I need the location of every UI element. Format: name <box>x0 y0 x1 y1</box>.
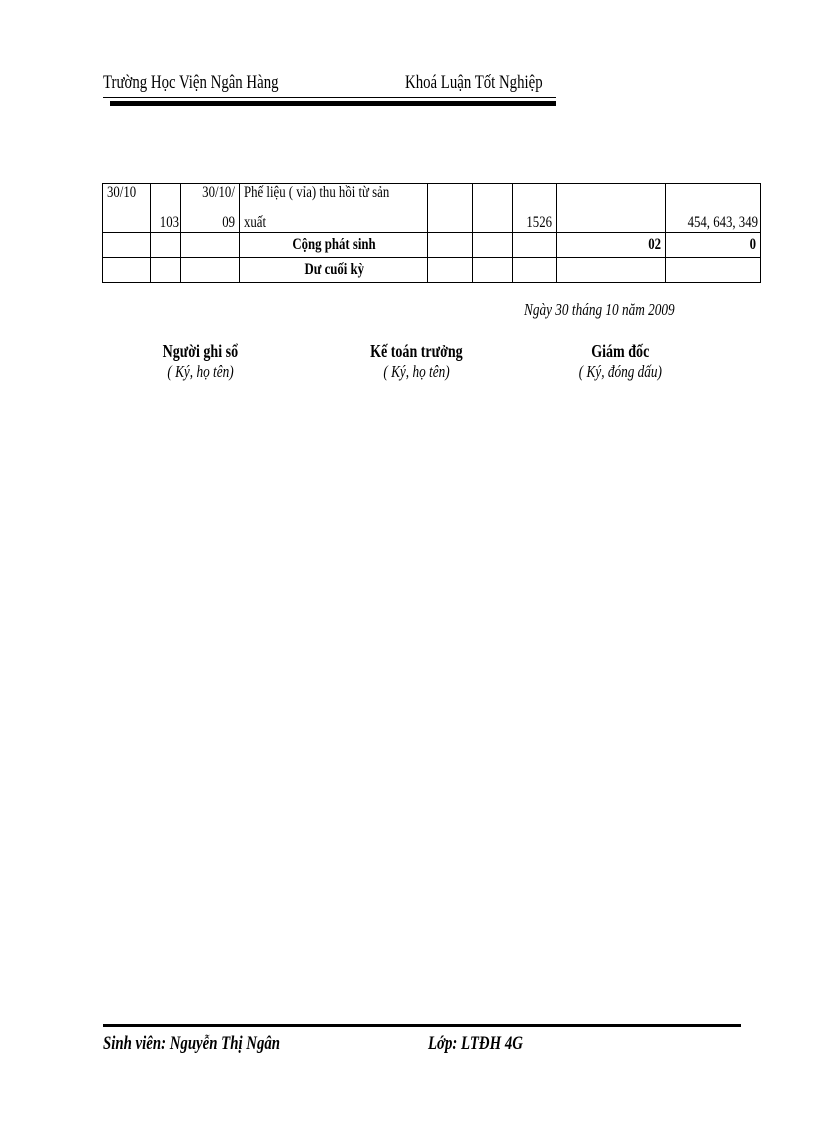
total-credit-cell: 0 <box>665 233 760 258</box>
footer-student-name: Sinh viên: Nguyễn Thị Ngân <box>103 1033 281 1054</box>
signature-title: Kế toán trưởng <box>369 341 463 361</box>
signature-note: ( Ký, đóng dấu) <box>578 362 662 381</box>
account-code-cell: 1526 <box>512 184 556 233</box>
signature-title: Giám đốc <box>590 341 650 361</box>
empty-cell <box>181 233 240 258</box>
doc-date-bottom-cell: 09 <box>181 208 240 233</box>
footer-class-name: Lớp: LTĐH 4G <box>428 1033 523 1054</box>
empty-cell <box>151 258 181 283</box>
closing-balance-label-cell: Dư cuối kỳ <box>240 258 428 283</box>
ledger-table <box>102 183 761 283</box>
empty-cell <box>103 258 151 283</box>
description-top-cell: Phế liệu ( vỉa) thu hồi từ sản <box>240 184 428 209</box>
signature-block-director <box>520 341 720 382</box>
empty-cell <box>472 258 512 283</box>
empty-cell <box>428 184 472 233</box>
signature-block-recorder <box>100 341 300 382</box>
signature-note: ( Ký, họ tên) <box>166 362 234 381</box>
credit-cell: 454, 643, 349 <box>665 184 760 233</box>
signature-note: ( Ký, họ tên) <box>382 362 450 381</box>
empty-cell <box>556 258 665 283</box>
empty-cell <box>103 233 151 258</box>
empty-cell <box>428 258 472 283</box>
entry-date-cell: 30/10 <box>103 184 151 233</box>
doc-number-cell: 103 <box>151 184 181 233</box>
empty-cell <box>181 258 240 283</box>
total-debit-cell: 02 <box>556 233 665 258</box>
table-row <box>103 233 761 258</box>
header-thesis-title: Khoá Luận Tốt Nghiệp <box>405 72 543 93</box>
table-row <box>103 184 761 209</box>
empty-cell <box>472 184 512 233</box>
empty-cell <box>665 258 760 283</box>
signature-title: Người ghi sổ <box>162 341 238 361</box>
footer-rule <box>103 1024 741 1027</box>
total-label-cell: Cộng phát sinh <box>240 233 428 258</box>
empty-cell <box>512 258 556 283</box>
header-rule-thick <box>110 101 556 106</box>
empty-cell <box>151 233 181 258</box>
header-rule-thin <box>103 97 556 98</box>
empty-cell <box>472 233 512 258</box>
empty-cell <box>512 233 556 258</box>
empty-cell <box>428 233 472 258</box>
table-row <box>103 258 761 283</box>
signature-block-chief-accountant <box>316 341 516 382</box>
doc-date-top-cell: 30/10/ <box>181 184 240 209</box>
header-school-name: Trường Học Viện Ngân Hàng <box>103 72 279 93</box>
debit-cell <box>556 184 665 233</box>
description-bottom-cell: xuất <box>240 208 428 233</box>
signature-date: Ngày 30 tháng 10 năm 2009 <box>524 300 675 319</box>
